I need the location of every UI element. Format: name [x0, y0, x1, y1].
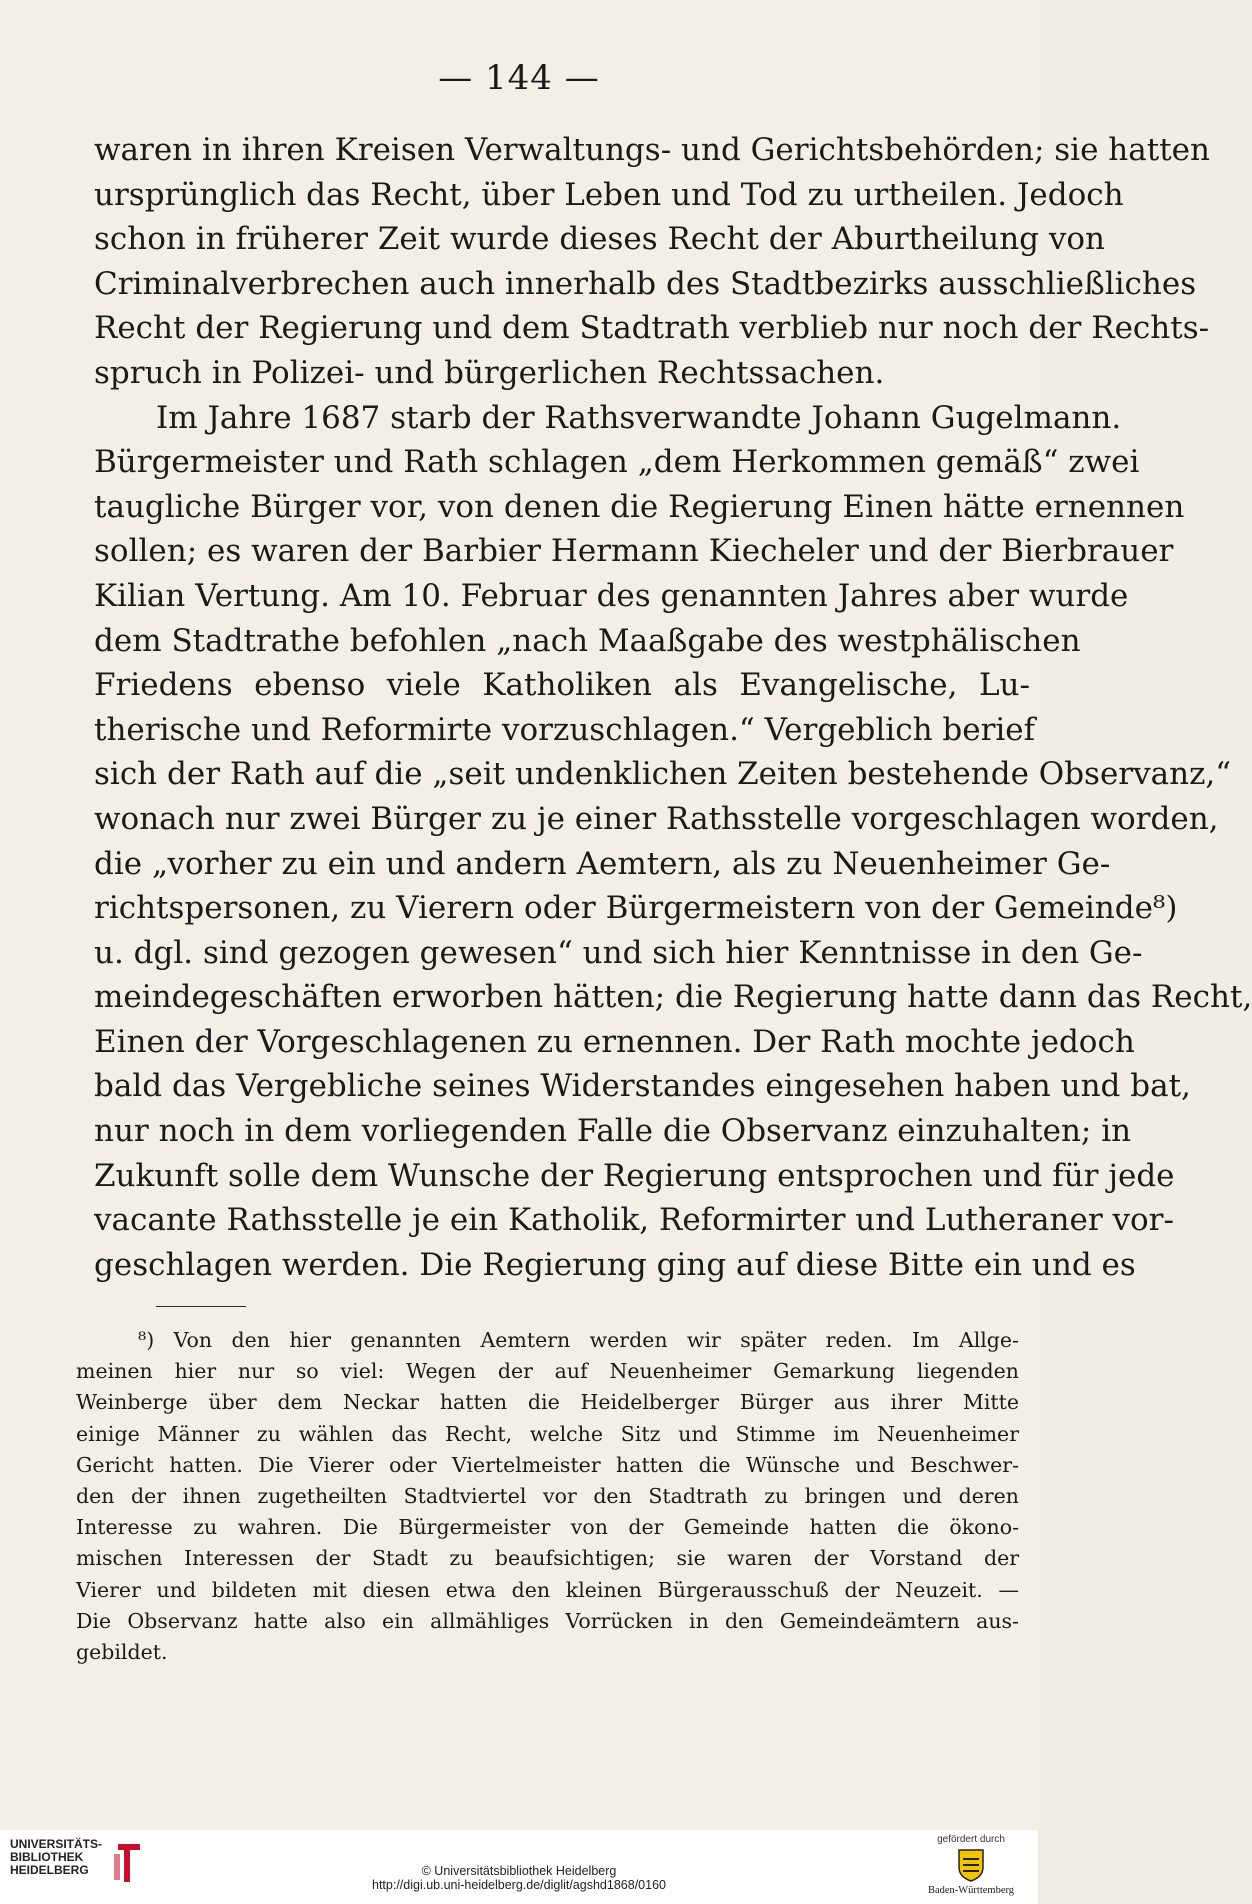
- main-text: [94, 128, 1252, 1287]
- text-line: bald das Vergebliche seines Widerstandes eingesehen haben und bat,: [94, 1068, 1191, 1105]
- footnotes: [76, 1325, 1019, 1668]
- text-line: richtspersonen, zu Vierern oder Bürgermeistern von der Gemeinde⁸): [94, 890, 1178, 927]
- footnote-line: Weinberge über dem Neckar hatten die Heidelberger Bürger aus ihrer Mitte: [76, 1390, 1019, 1415]
- text-line: u. dgl. sind gezogen gewesen“ und sich hier Kenntnisse in den Ge-: [94, 934, 1143, 971]
- text-line: die „vorher zu ein und andern Aemtern, als zu Neuenheimer Ge-: [94, 845, 1111, 882]
- text-line: Bürgermeister und Rath schlagen „dem Herkommen gemäß“ zwei: [94, 444, 1140, 481]
- funder-block: [916, 1834, 1026, 1896]
- page-number: — 144 —: [438, 58, 600, 98]
- footnote-divider: [156, 1306, 246, 1307]
- copyright-notice: [0, 1864, 1038, 1892]
- footnote-line: den der ihnen zugetheilten Stadtviertel vor den Stadtrath zu bringen und deren: [76, 1483, 1019, 1508]
- footnote-line: einige Männer zu wählen das Recht, welche Sitz und Stimme im Neuenheimer: [76, 1421, 1019, 1446]
- text-line: dem Stadtrathe befohlen „nach Maaßgabe des westphälischen: [94, 622, 1081, 659]
- footnote-line: gebildet.: [76, 1639, 168, 1664]
- text-line: vacante Rathsstelle je ein Katholik, Reformirter und Lutheraner vor-: [94, 1202, 1174, 1239]
- text-line: Einen der Vorgeschlagenen zu ernennen. Der Rath mochte jedoch: [94, 1023, 1135, 1060]
- text-line: waren in ihren Kreisen Verwaltungs- und Gerichtsbehörden; sie hatten: [94, 132, 1210, 168]
- text-line: sich der Rath auf die „seit undenklichen Zeiten bestehende Observanz,“: [94, 756, 1232, 793]
- footnote-line: ⁸) Von den hier genannten Aemtern werden wir später reden. Im Allge-: [138, 1328, 1019, 1352]
- text-line: therische und Reformirte vorzuschlagen.“ Vergeblich berief: [94, 711, 1036, 748]
- text-line: sollen; es waren der Barbier Hermann Kiecheler und der Bierbrauer: [94, 533, 1174, 570]
- text-line: Recht der Regierung und dem Stadtrath verblieb nur noch der Rechts-: [94, 310, 1210, 347]
- footnote-line: mischen Interessen der Stadt zu beaufsichtigen; sie waren der Vorstand der: [76, 1546, 1019, 1571]
- footnote-line: Vierer und bildeten mit diesen etwa den kleinen Bürgerausschuß der Neuzeit. —: [76, 1577, 1019, 1602]
- text-line: Friedens ebenso viele Katholiken als Evangelische, Lu-: [94, 667, 1030, 704]
- text-line: wonach nur zwei Bürger zu je einer Rathsstelle vorgeschlagen worden,: [94, 800, 1219, 837]
- library-name: UNIVERSITÄTS- BIBLIOTHEK HEIDELBERG: [10, 1837, 103, 1877]
- copyright-text: © Universitätsbibliothek Heidelberg: [421, 1864, 617, 1878]
- text-line: nur noch in dem vorliegenden Falle die Observanz einzuhalten; in: [94, 1113, 1132, 1150]
- text-line: spruch in Polizei- und bürgerlichen Rechtssachen.: [94, 354, 885, 391]
- funder-name: Baden-Württemberg: [927, 1885, 1015, 1896]
- text-line: Zukunft solle dem Wunsche der Regierung entsprochen und für jede: [94, 1157, 1175, 1194]
- footnote-line: meinen hier nur so viel: Wegen der auf Neuenheimer Gemarkung liegenden: [76, 1359, 1019, 1384]
- text-line: geschlagen werden. Die Regierung ging auf diese Bitte ein und es: [94, 1246, 1136, 1283]
- footer-bar: [0, 1830, 1038, 1904]
- text-line: schon in früherer Zeit wurde dieses Recht der Aburtheilung von: [94, 221, 1106, 258]
- text-line: Criminalverbrechen auch innerhalb des Stadtbezirks ausschließliches: [94, 265, 1197, 302]
- text-line: meindegeschäften erworben hätten; die Regierung hatte dann das Recht,: [94, 979, 1252, 1016]
- text-line: taugliche Bürger vor, von denen die Regierung Einen hätte ernennen: [94, 488, 1185, 525]
- permalink[interactable]: http://digi.ub.uni-heidelberg.de/diglit/agshd1868/0160: [372, 1878, 666, 1892]
- footnote-line: Gericht hatten. Die Vierer oder Viertelmeister hatten die Wünsche und Beschwer-: [76, 1452, 1019, 1477]
- text-line: ursprünglich das Recht, über Leben und Tod zu urtheilen. Jedoch: [94, 176, 1124, 213]
- footnote-line: Interesse zu wahren. Die Bürgermeister von der Gemeinde hatten die ökono-: [76, 1515, 1019, 1540]
- footnote-line: Die Observanz hatte also ein allmähliges Vorrücken in den Gemeindeämtern aus-: [76, 1608, 1019, 1633]
- text-line: Kilian Vertung. Am 10. Februar des genannten Jahres aber wurde: [94, 577, 1129, 614]
- text-line: Im Jahre 1687 starb der Rathsverwandte Johann Gugelmann.: [156, 399, 1122, 436]
- coat-of-arms-icon: [955, 1847, 987, 1883]
- funder-label: gefördert durch: [937, 1834, 1005, 1845]
